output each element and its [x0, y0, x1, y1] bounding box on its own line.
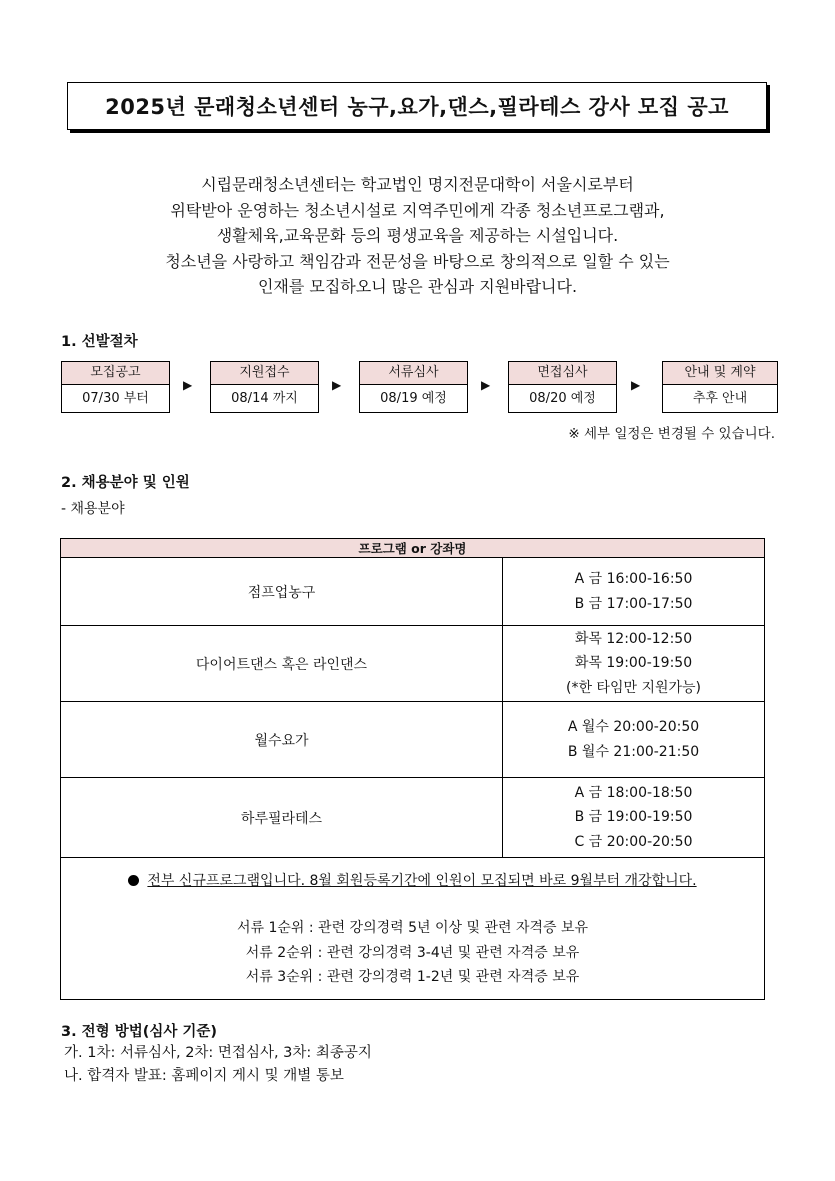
program-times	[503, 702, 765, 778]
program-name: 월수요가	[61, 702, 503, 778]
section1-heading: 1. 선발절차	[61, 334, 138, 350]
notice-cell	[61, 858, 765, 1000]
arrow-icon: ▶	[183, 378, 193, 392]
title-text: 2025년 문래청소년센터 농구,요가,댄스,필라테스 강사 모집 공고	[105, 95, 729, 119]
table-row	[61, 626, 765, 702]
time-slot: B 금 17:00-17:50	[574, 595, 693, 612]
step-name: 지원접수	[211, 362, 318, 385]
process-step	[359, 361, 468, 413]
time-slot: B 금 19:00-19:50	[574, 809, 693, 826]
step-date: 08/14 까지	[231, 391, 298, 406]
step-date: 08/20 예정	[529, 391, 596, 406]
step-name: 서류심사	[360, 362, 467, 385]
arrow-icon: ▶	[481, 378, 491, 392]
method-item: 가. 1차: 서류심사, 2차: 면접심사, 3차: 최종공지	[64, 1045, 372, 1061]
arrow-icon: ▶	[631, 378, 641, 392]
program-times	[503, 558, 765, 626]
section3-heading: 3. 전형 방법(심사 기준)	[61, 1024, 218, 1040]
program-times	[503, 778, 765, 858]
criteria-item: 서류 3순위 : 관련 강의경력 1-2년 및 관련 자격증 보유	[245, 969, 580, 985]
table-header-row	[61, 539, 765, 558]
schedule-note: ※ 세부 일정은 변경될 수 있습니다.	[568, 426, 775, 442]
time-slot: A 금 18:00-18:50	[574, 784, 693, 801]
arrow-icon: ▶	[332, 378, 342, 392]
intro-line: 시립문래청소년센터는 학교법인 명지전문대학이 서울시로부터	[201, 175, 634, 194]
time-note: (*한 타임만 지원가능)	[565, 679, 702, 696]
program-name: 다이어트댄스 혹은 라인댄스	[61, 626, 503, 702]
criteria-list	[61, 916, 764, 990]
table-row	[61, 778, 765, 858]
time-slot: 화목 19:00-19:50	[574, 655, 693, 672]
program-name: 하루필라테스	[61, 778, 503, 858]
process-step	[210, 361, 319, 413]
table-header: 프로그램 or 강좌명	[61, 539, 765, 558]
time-slot: C 금 20:00-20:50	[574, 833, 693, 850]
criteria-item: 서류 1순위 : 관련 강의경력 5년 이상 및 관련 자격증 보유	[236, 920, 589, 936]
notice-title	[67, 82, 767, 130]
intro-paragraph	[0, 172, 835, 300]
intro-line: 위탁받아 운영하는 청소년시설로 지역주민에게 각종 청소년프로그램과,	[170, 200, 665, 220]
intro-line: 청소년을 사랑하고 책임감과 전문성을 바탕으로 창의적으로 일할 수 있는	[165, 251, 670, 271]
intro-line: 인재를 모집하오니 많은 관심과 지원바랍니다.	[257, 277, 578, 296]
step-date: 추후 안내	[692, 391, 748, 406]
step-name: 모집공고	[62, 362, 169, 385]
step-name: 안내 및 계약	[663, 362, 777, 385]
process-step	[61, 361, 170, 413]
section2-heading: 2. 채용분야 및 인원	[61, 475, 190, 491]
process-step	[662, 361, 778, 413]
time-slot: 화목 12:00-12:50	[574, 630, 693, 647]
section2-subheading: - 채용분야	[61, 501, 125, 517]
notice-text: 전부 신규프로그램입니다. 8월 회원등록기간에 인원이 모집되면 바로 9월부터 개강합니다.	[147, 873, 697, 889]
method-item: 나. 합격자 발표: 홈페이지 게시 및 개별 통보	[64, 1068, 344, 1084]
step-date: 07/30 부터	[82, 391, 149, 406]
table-row	[61, 858, 765, 1000]
selection-method-list	[64, 1042, 372, 1088]
process-step	[508, 361, 617, 413]
table-row	[61, 558, 765, 626]
program-table	[60, 538, 765, 1000]
table-row	[61, 702, 765, 778]
program-times	[503, 626, 765, 702]
step-name: 면접심사	[509, 362, 616, 385]
criteria-item: 서류 2순위 : 관련 강의경력 3-4년 및 관련 자격증 보유	[245, 944, 580, 961]
program-name: 점프업농구	[61, 558, 503, 626]
step-date: 08/19 예정	[380, 391, 447, 406]
time-slot: A 월수 20:00-20:50	[567, 719, 700, 735]
notice-line	[61, 870, 764, 890]
intro-line: 생활체육,교육문화 등의 평생교육을 제공하는 시설입니다.	[216, 226, 619, 245]
bullet-icon	[128, 875, 139, 886]
time-slot: B 월수 21:00-21:50	[567, 743, 700, 760]
time-slot: A 금 16:00-16:50	[574, 571, 693, 587]
